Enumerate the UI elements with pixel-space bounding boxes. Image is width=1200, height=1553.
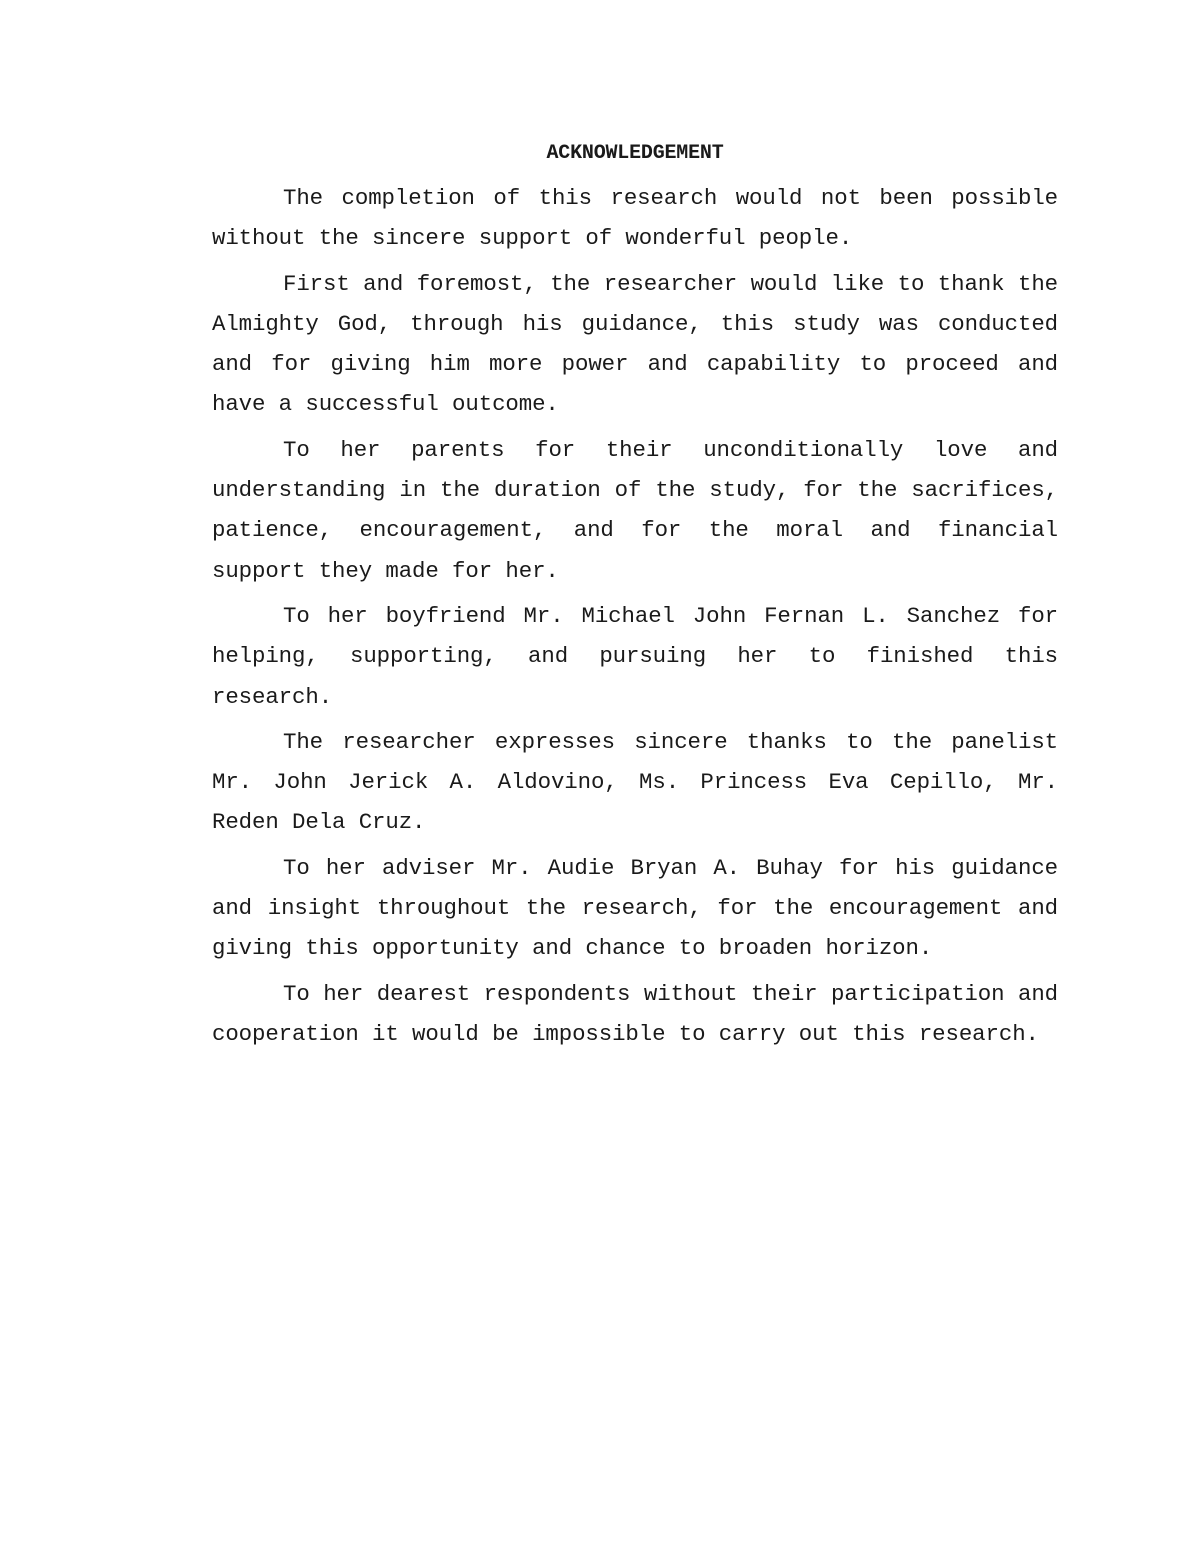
paragraph-thanks-respondents: To her dearest respondents without their participation and cooperation it would be impossible to carry out this research. — [212, 980, 1058, 1047]
paragraph-thanks-parents: To her parents for their unconditionally love and understanding in the duration of the study, for the sacrifices, patience, encouragement, and for the moral and financial support they made for her. — [212, 436, 1058, 584]
paragraph-thanks-adviser: To her adviser Mr. Audie Bryan A. Buhay for his guidance and insight throughout the research, for the encouragement and giving this opportunity and chance to broaden horizon. — [212, 854, 1058, 962]
page-title: ACKNOWLEDGEMENT — [546, 142, 724, 165]
paragraph-thanks-boyfriend: To her boyfriend Mr. Michael John Fernan L. Sanchez for helping, supporting, and pursuing her to finished this research. — [212, 602, 1058, 710]
paragraph-thanks-god: First and foremost, the researcher would like to thank the Almighty God, through his guidance, this study was conducted and for giving him more power and capability to proceed and have a successful outcome. — [212, 270, 1058, 418]
document-body — [212, 140, 1058, 1059]
paragraph-opening: The completion of this research would not been possible without the sincere support of wonderful people. — [212, 185, 1058, 252]
paragraph-thanks-panelists: The researcher expresses sincere thanks to the panelist Mr. John Jerick A. Aldovino, Ms. Princess Eva Cepillo, Mr. Reden Dela Cruz. — [212, 728, 1058, 836]
